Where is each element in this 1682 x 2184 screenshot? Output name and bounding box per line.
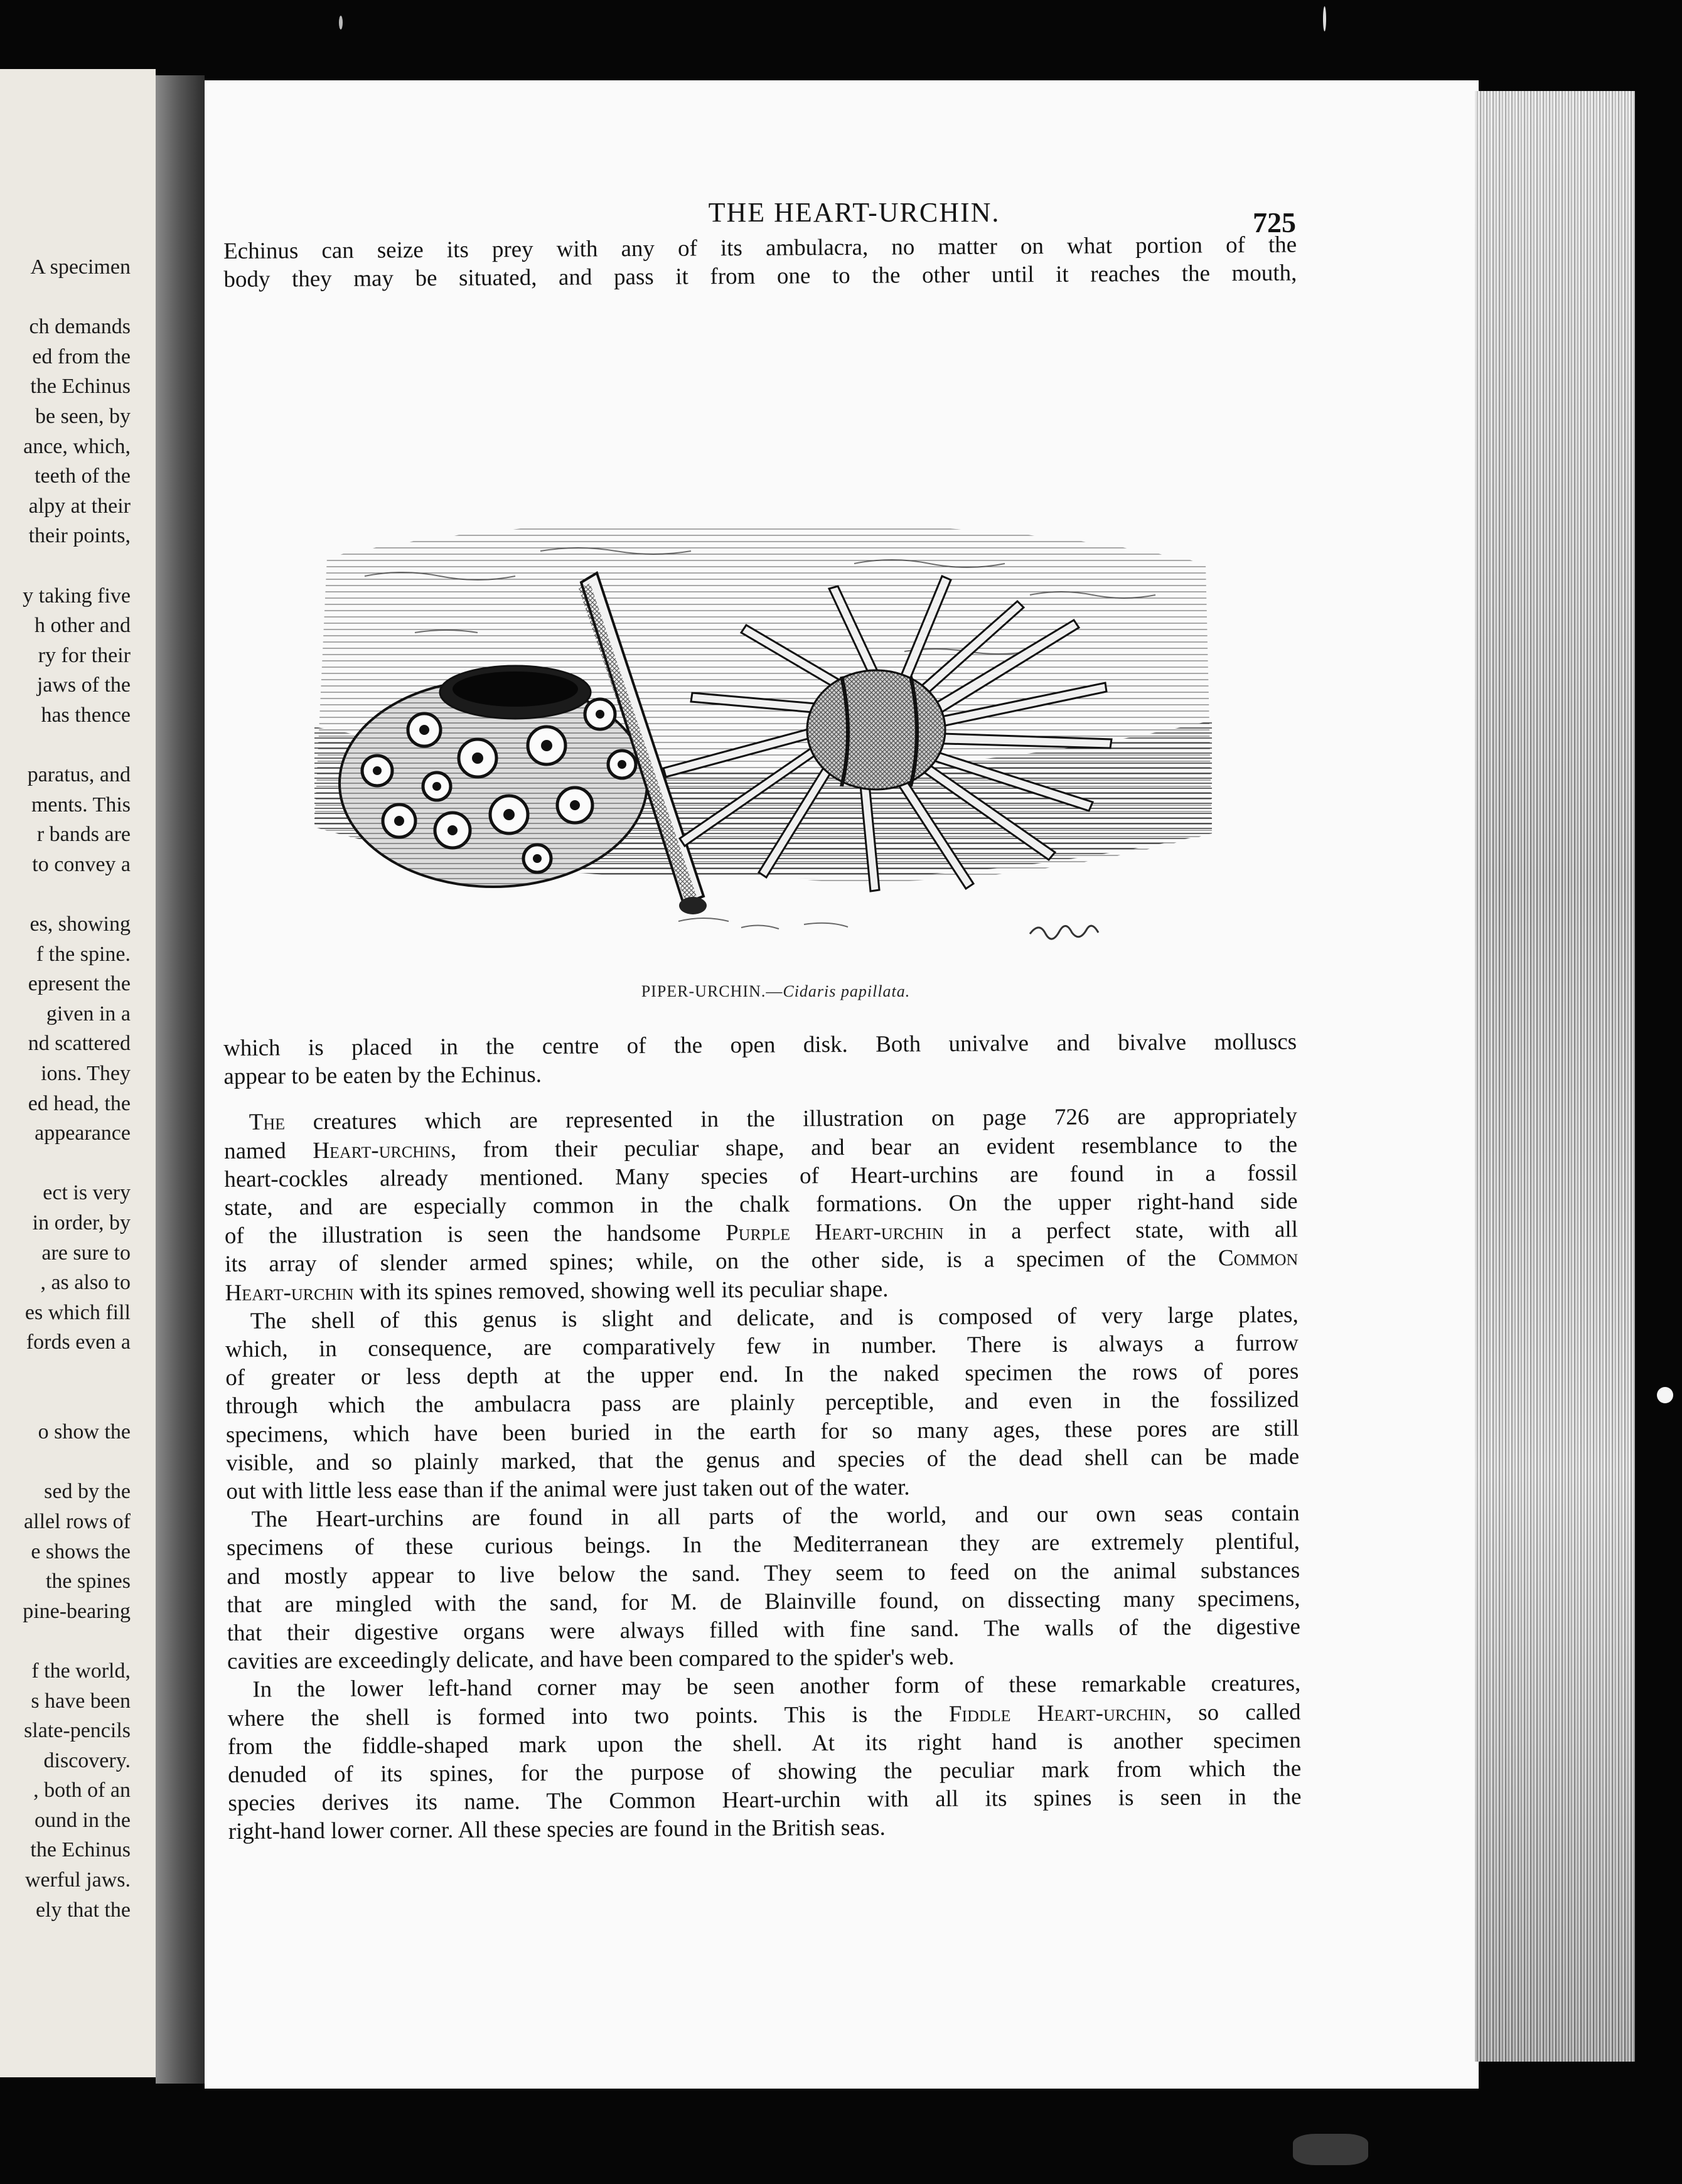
text-line: The Heart-urchins are found in all parts of the world, and our own seas contain: [251, 1500, 1300, 1533]
facing-page-line: teeth of the: [35, 464, 131, 488]
caption-latin-name: Cidaris papillata.: [783, 982, 911, 1000]
facing-page-line: ance, which,: [23, 434, 131, 458]
facing-page-line: [0, 1148, 131, 1179]
text-line: and mostly appear to live below the sand. They seem to feed on the animal substances: [227, 1557, 1300, 1590]
facing-page-line: es, showing: [29, 913, 131, 936]
text-line: Echinus can seize its prey with any of its ambulacra, no matter on what portion of the: [223, 232, 1297, 264]
text-line: which is placed in the centre of the open disk. Both univalve and bivalve molluscs: [223, 1029, 1297, 1061]
facing-page-line: werful jaws.: [24, 1868, 131, 1892]
scan-mark: [1293, 2134, 1368, 2165]
caption-common-name: PIPER-URCHIN.—: [641, 982, 783, 1000]
facing-page-line: given in a: [46, 1002, 131, 1025]
text-line: from the fiddle-shaped mark upon the shell. At its right hand is another specimen: [227, 1727, 1302, 1760]
facing-page-line: ely that the: [35, 1898, 131, 1922]
text-line: right-hand lower corner. All these species are found in the British seas.: [228, 1815, 886, 1845]
text-line: body they may be situated, and pass it from one to the other until it reaches the mouth,: [223, 260, 1297, 293]
facing-page-line: [0, 1447, 131, 1477]
facing-page-line: [0, 731, 131, 761]
figure-caption: [205, 982, 1347, 1001]
facing-page-line: alpy at their: [28, 494, 131, 518]
facing-page-line: ect is very: [43, 1181, 131, 1205]
facing-page-line: slate-pencils: [24, 1719, 131, 1743]
continued-text: [223, 231, 1297, 294]
text-line: which, in consequence, are comparatively few in number. There is always a furrow: [225, 1330, 1299, 1363]
facing-page-line: the Echinus: [30, 375, 131, 399]
facing-page-line: [0, 551, 131, 581]
text-line: In the lower left-hand corner may be seen another form of these remarkable creatures,: [252, 1671, 1301, 1703]
text-line: out with little less ease than if the animal were just taken out of the water.: [226, 1474, 910, 1505]
facing-page-line: ed from the: [32, 345, 131, 368]
engraver-mark: [1030, 926, 1098, 939]
page-block-edge: [1475, 91, 1635, 2062]
text-line: denuded of its spines, for the purpose of showing the peculiar mark from which the: [228, 1755, 1302, 1789]
facing-page-line: e shows the: [31, 1539, 131, 1563]
facing-page-line: epresent the: [28, 972, 131, 996]
text-line: where the shell is formed into two points. This is the Fiddle Heart-urchin, so called: [227, 1699, 1301, 1732]
text-line: species derives its name. The Common Heart-urchin with all its spines is seen in the: [228, 1784, 1302, 1817]
text-line: visible, and so plainly marked, that the genus and species of the dead shell can be made: [226, 1443, 1300, 1476]
text-line: named Heart-urchins, from their peculiar shape, and bear an evident resemblance to the: [224, 1132, 1298, 1164]
facing-page-line: o show the: [38, 1420, 131, 1444]
facing-page-line: f the spine.: [36, 942, 131, 966]
text-line: specimens of these curious beings. In the Mediterranean they are extremely plentiful,: [226, 1528, 1300, 1561]
scan-mark: [1323, 6, 1326, 31]
facing-page-line: , both of an: [33, 1779, 131, 1802]
scan-mark: [339, 16, 343, 29]
facing-page: [0, 69, 156, 2077]
text-line: heart-cockles already mentioned. Many species of Heart-urchins are found in a fossil: [224, 1160, 1298, 1192]
facing-page-line: discovery.: [43, 1748, 131, 1772]
facing-page-line: h other and: [35, 614, 131, 638]
page-725: [205, 80, 1479, 2089]
facing-page-line: [0, 282, 131, 313]
piper-urchin-engraving: [289, 444, 1231, 978]
facing-page-line: allel rows of: [24, 1509, 131, 1533]
facing-page-line: ed head, the: [28, 1091, 131, 1115]
scan-mark: [1657, 1387, 1673, 1403]
facing-page-line: are sure to: [41, 1241, 131, 1265]
facing-page-line: [0, 1388, 131, 1418]
facing-page-line: ry for their: [38, 643, 131, 667]
facing-page-line: paratus, and: [27, 763, 131, 787]
text-line: of greater or less depth at the upper end. In the naked specimen the rows of pores: [225, 1358, 1299, 1391]
facing-page-line: nd scattered: [28, 1032, 131, 1056]
running-head: THE HEART-URCHIN.: [708, 197, 1000, 228]
facing-page-line: [0, 1626, 131, 1656]
text-line: The creatures which are represented in the illustration on page 726 are appropriately: [249, 1103, 1297, 1136]
facing-page-line: has thence: [41, 703, 131, 727]
text-line: Heart-urchin with its spines removed, showing well its peculiar shape.: [225, 1276, 889, 1306]
facing-page-line: es which fill: [24, 1300, 131, 1324]
facing-page-line: r bands are: [36, 823, 131, 847]
facing-page-line: to convey a: [32, 852, 131, 876]
facing-page-line: ions. They: [41, 1062, 131, 1086]
facing-page-line: A specimen: [30, 255, 131, 279]
text-line: its array of slender armed spines; while, on the other side, is a specimen of the Common: [225, 1245, 1299, 1278]
text-line: that are mingled with the sand, for M. de Blainville found, on dissecting many specimens,: [227, 1585, 1300, 1618]
text-line: cavities are exceedingly delicate, and have been compared to the spider's web.: [227, 1644, 955, 1675]
facing-page-line: f the world,: [31, 1659, 131, 1683]
facing-page-line: the spines: [45, 1570, 131, 1593]
facing-page-line: jaws of the: [36, 673, 131, 697]
facing-page-line: their points,: [28, 524, 131, 548]
facing-page-line: s have been: [31, 1689, 131, 1713]
facing-page-line: in order, by: [32, 1211, 131, 1234]
body-text: [223, 1028, 1302, 1846]
text-line: state, and are especially common in the chalk formations. On the upper right-hand side: [224, 1188, 1298, 1221]
facing-page-line: ments. This: [31, 793, 131, 816]
facing-page-line: pine-bearing: [23, 1599, 131, 1623]
facing-page-line: appearance: [35, 1121, 131, 1145]
facing-page-line: , as also to: [40, 1271, 131, 1295]
facing-page-line: [0, 879, 131, 909]
text-line: of the illustration is seen the handsome Purple Heart-urchin in a perfect state, with all: [224, 1216, 1299, 1250]
page-number: 725: [1253, 206, 1296, 238]
facing-page-line: [0, 1357, 131, 1388]
facing-page-line: sed by the: [44, 1480, 131, 1504]
facing-page-line: the Echinus: [30, 1838, 131, 1862]
facing-page-line: y taking five: [23, 584, 131, 608]
book-gutter: [156, 75, 205, 2084]
text-line: specimens, which have been buried in the earth for so many ages, these pores are still: [225, 1415, 1299, 1448]
facing-page-line: be seen, by: [35, 404, 131, 428]
text-line: appear to be eaten by the Echinus.: [223, 1062, 542, 1090]
text-line: The shell of this genus is slight and delicate, and is composed of very large plates,: [250, 1302, 1299, 1334]
text-line: that their digestive organs were always filled with fine sand. The walls of the digestive: [227, 1614, 1300, 1647]
facing-page-line: ch demands: [29, 315, 131, 339]
facing-page-text-column: [0, 252, 131, 1925]
facing-page-line: ound in the: [35, 1808, 131, 1832]
text-line: through which the ambulacra pass are plainly perceptible, and even in the fossilized: [225, 1386, 1299, 1420]
facing-page-line: fords even a: [26, 1330, 131, 1354]
